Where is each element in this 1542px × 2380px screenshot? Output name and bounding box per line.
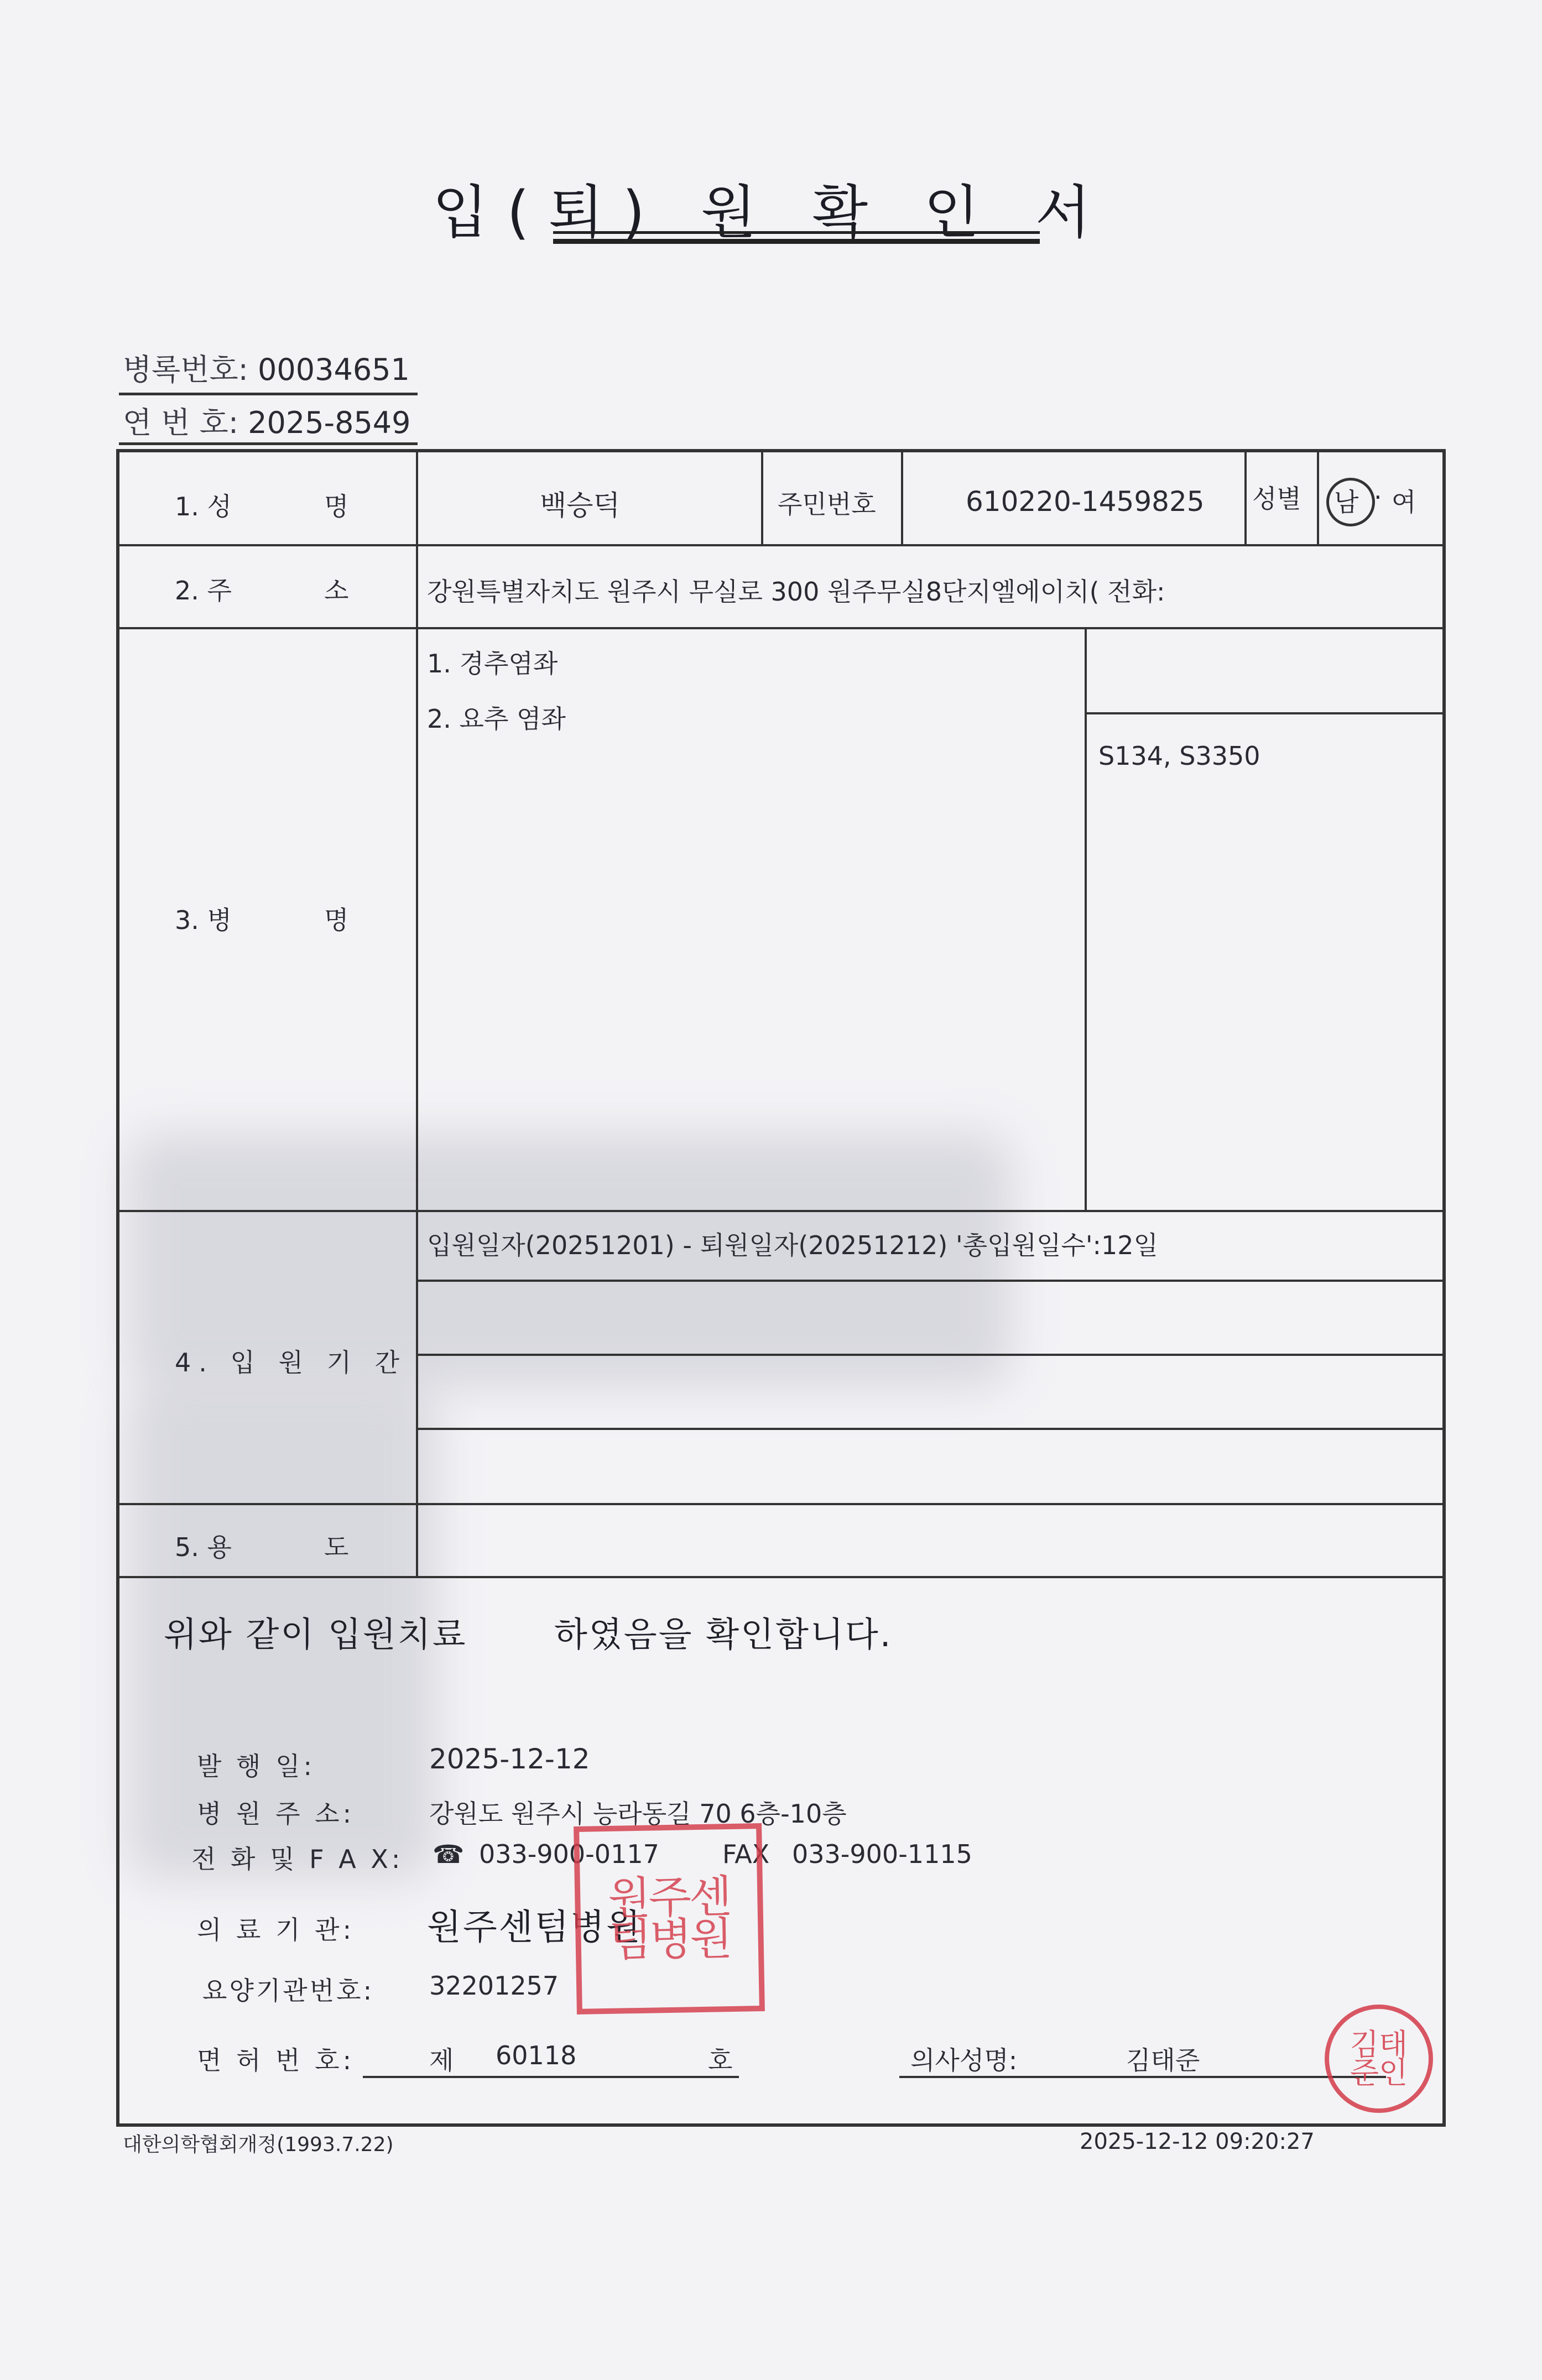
row-divider	[119, 627, 1442, 629]
purpose-label-suffix: 도	[324, 1532, 349, 1562]
care-number-label: 요양기관번호:	[202, 1976, 374, 2006]
license-suffix: 호	[708, 2045, 733, 2075]
patient-address: 강원특별자치도 원주시 무실로 300 원주무실8단지엘에이치( 전화:	[427, 577, 1165, 607]
fax-number: 033-900-1115	[792, 1839, 972, 1869]
title-underline-bold	[553, 239, 1040, 244]
doctor-seal-text: 김태준인	[1350, 2027, 1408, 2090]
name-label: 1. 성	[175, 492, 232, 521]
record-number-underline	[119, 393, 418, 395]
period-line	[416, 1280, 1442, 1282]
row-divider	[119, 544, 1442, 546]
phone-icon: ☎	[433, 1839, 465, 1869]
phone-number: 033-900-0117	[479, 1839, 659, 1869]
serial-number-underline	[119, 442, 418, 445]
doctor-seal	[1325, 2005, 1433, 2113]
sex-female: 여	[1392, 487, 1416, 517]
issue-date-label: 발 행 일:	[197, 1751, 316, 1781]
statement-part2: 하였음을 확인합니다.	[554, 1614, 893, 1654]
disease-label-suffix: 명	[324, 905, 349, 935]
record-number	[123, 346, 410, 389]
code-divider	[1085, 712, 1442, 714]
hospital-address-label: 병 원 주 소:	[197, 1799, 355, 1829]
column-divider	[1085, 627, 1087, 1210]
serial-number	[123, 399, 411, 442]
column-divider	[1317, 452, 1319, 544]
serial-number-value: 2025-8549	[248, 405, 411, 440]
diagnosis-item: 2. 요추 염좌	[427, 704, 566, 734]
association-note: 대한의학협회개정(1993.7.22)	[123, 2133, 394, 2156]
institution-label: 의 료 기 관:	[197, 1915, 355, 1945]
disease-label: 3. 병	[175, 905, 232, 935]
column-divider	[901, 452, 903, 544]
record-number-value: 00034651	[258, 352, 410, 387]
rrn-label: 주민번호	[778, 489, 876, 519]
sex-label: 성별	[1252, 484, 1301, 514]
row-divider	[119, 1503, 1442, 1505]
row-divider	[119, 1210, 1442, 1212]
disease-codes: S134, S3350	[1098, 741, 1260, 771]
print-timestamp: 2025-12-12 09:20:27	[1080, 2129, 1315, 2154]
doctor-underline	[899, 2076, 1386, 2078]
name-label-suffix: 명	[324, 492, 349, 521]
column-divider	[761, 452, 763, 544]
doctor-label: 의사성명:	[910, 2045, 1018, 2075]
license-underline	[363, 2076, 739, 2078]
admission-period: 입원일자(20251201) - 퇴원일자(20251212) '총입원일수':12일	[427, 1230, 1158, 1260]
column-divider	[1244, 452, 1247, 544]
license-label: 면 허 번 호:	[197, 2045, 355, 2075]
sex-separator: ·	[1374, 482, 1382, 512]
hospital-seal-text: 원주센텀병원	[607, 1871, 731, 1966]
doctor-name: 김태준	[1126, 2045, 1200, 2075]
address-label-suffix: 소	[324, 576, 349, 606]
issue-date: 2025-12-12	[429, 1743, 590, 1775]
phone-fax-label: 전 화 및 F A X:	[191, 1844, 404, 1874]
address-label: 2. 주	[175, 576, 232, 606]
hospital-seal	[574, 1823, 765, 2014]
rrn-value: 610220-1459825	[966, 486, 1205, 518]
care-number: 32201257	[429, 1971, 559, 2001]
statement-part1: 위와 같이 입원치료	[164, 1614, 467, 1654]
institution-name: 원주센텀병원	[427, 1907, 642, 1948]
period-line	[416, 1428, 1442, 1430]
license-number: 60118	[496, 2040, 577, 2070]
record-number-label: 병록번호:	[123, 352, 248, 387]
diagnosis-item: 1. 경추염좌	[427, 649, 558, 678]
license-prefix: 제	[429, 2045, 454, 2075]
title-underline	[553, 231, 1040, 234]
purpose-label: 5. 용	[175, 1532, 232, 1562]
row-divider	[119, 1576, 1442, 1578]
fax-label: FAX	[722, 1839, 770, 1869]
patient-name: 백승덕	[540, 489, 620, 521]
hospital-address: 강원도 원주시 능라동길 70 6층-10층	[429, 1799, 847, 1829]
period-label: 4. 입 원 기 간	[175, 1348, 408, 1377]
sex-male: 남	[1334, 487, 1359, 517]
serial-number-label: 연 번 호:	[123, 405, 239, 440]
period-line	[416, 1354, 1442, 1356]
document-title: 입(퇴) 원 확 인 서	[432, 179, 1110, 246]
label-column-divider	[416, 452, 418, 1576]
form-table	[116, 449, 1446, 2127]
